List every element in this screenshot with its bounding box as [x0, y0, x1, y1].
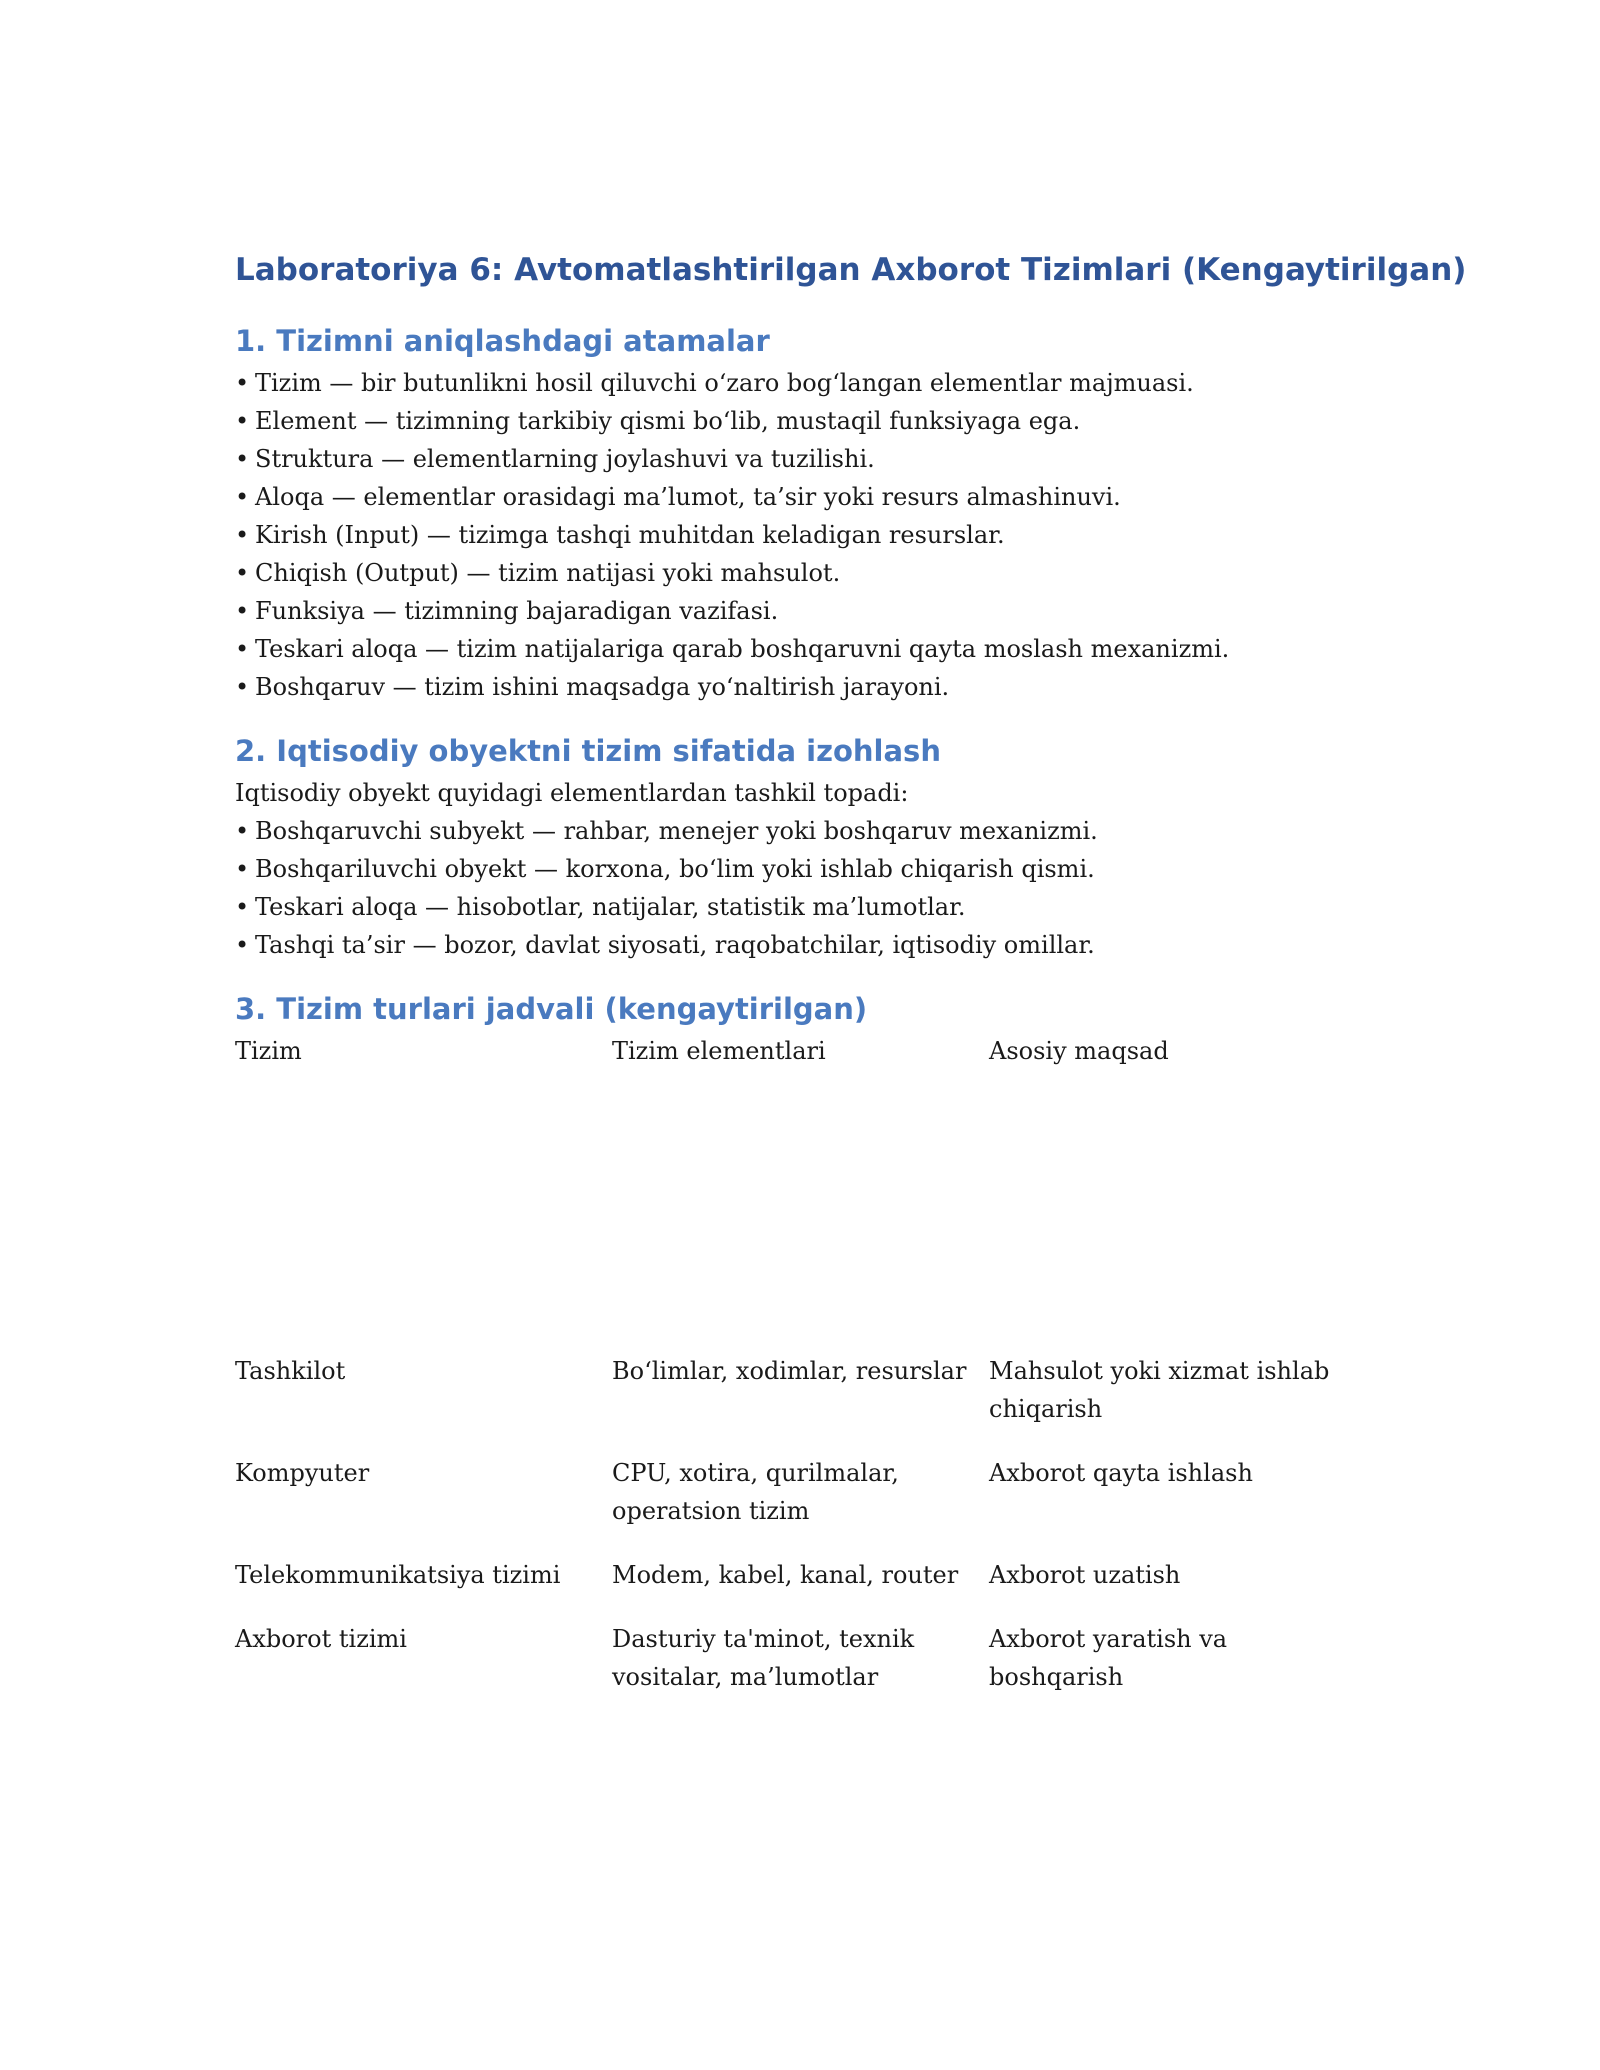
list-item: [235, 402, 1365, 440]
list-item: [235, 478, 1365, 516]
list-item-text: Chiqish (Output) — tizim natijasi yoki mahsulot.: [255, 559, 841, 587]
bullet-glyph: •: [235, 855, 250, 883]
table-row: [235, 1620, 1365, 1722]
bullet-glyph: •: [235, 407, 250, 435]
list-item-text: Boshqaruv — tizim ishini maqsadga yo‘naltirish jarayoni.: [255, 673, 950, 701]
table-cell: Axborot qayta ishlash: [989, 1459, 1253, 1487]
section-economic-object: [235, 732, 1365, 964]
bullet-glyph: •: [235, 445, 250, 473]
bullet-glyph: •: [235, 635, 250, 663]
table-cell: Tashkilot: [235, 1357, 346, 1385]
list-item-text: Teskari aloqa — hisobotlar, natijalar, statistik ma’lumotlar.: [255, 893, 966, 921]
list-item: [235, 440, 1365, 478]
bullet-glyph: •: [235, 369, 250, 397]
list-item-text: Element — tizimning tarkibiy qismi bo‘lib, mustaqil funksiyaga ega.: [255, 407, 1081, 435]
table-row: [235, 1556, 1365, 1620]
list-item: [235, 364, 1365, 402]
table-cell: Axborot uzatish: [989, 1561, 1181, 1589]
table-cell: Telekommunikatsiya tizimi: [235, 1561, 561, 1589]
bullet-glyph: •: [235, 673, 250, 701]
list-item: [235, 812, 1365, 850]
list-item: [235, 630, 1365, 668]
list-item: [235, 592, 1365, 630]
list-item-text: Funksiya — tizimning bajaradigan vazifasi.: [255, 597, 779, 625]
table-cell: Bo‘limlar, xodimlar, resurslar: [612, 1357, 967, 1385]
table-cell: Dasturiy ta'minot, texnik vositalar, ma’lumotlar: [612, 1625, 915, 1691]
bullet-glyph: •: [235, 893, 250, 921]
section-terms: [235, 322, 1365, 706]
document-title: Laboratoriya 6: Avtomatlashtirilgan Axborot Tizimlari (Kengaytirilgan): [235, 252, 1467, 288]
table-row: [235, 1454, 1365, 1556]
bullet-glyph: •: [235, 559, 250, 587]
bullet-glyph: •: [235, 817, 250, 845]
table-cell: Modem, kabel, kanal, router: [612, 1561, 959, 1589]
table-cell: Mahsulot yoki xizmat ishlab chiqarish: [989, 1357, 1330, 1423]
table-header-row: [235, 1032, 1365, 1352]
section-heading-economic-object: 2. Iqtisodiy obyektni tizim sifatida izohlash: [235, 734, 941, 768]
section-heading-system-types: 3. Tizim turlari jadvali (kengaytirilgan): [235, 992, 868, 1026]
bullet-glyph: •: [235, 483, 250, 511]
list-item-text: Kirish (Input) — tizimga tashqi muhitdan keladigan resurslar.: [255, 521, 1005, 549]
table-cell: Axborot tizimi: [235, 1625, 407, 1653]
system-types-table: [235, 1032, 1365, 1722]
bullet-glyph: •: [235, 931, 250, 959]
list-item: [235, 554, 1365, 592]
list-item: [235, 516, 1365, 554]
table-header-cell: Tizim elementlari: [612, 1037, 826, 1065]
table-header-cell: Tizim: [235, 1037, 302, 1065]
list-item-text: Aloqa — elementlar orasidagi ma’lumot, ta’sir yoki resurs almashinuvi.: [255, 483, 1121, 511]
list-item: [235, 926, 1365, 964]
list-item-text: Struktura — elementlarning joylashuvi va tuzilishi.: [255, 445, 875, 473]
table-row: [235, 1352, 1365, 1454]
table-header-cell: Asosiy maqsad: [989, 1037, 1169, 1065]
document-page: [235, 250, 1467, 1748]
section-system-types: [235, 990, 1365, 1722]
table-cell: CPU, xotira, qurilmalar, operatsion tizim: [612, 1459, 899, 1525]
list-item: [235, 850, 1365, 888]
list-item-text: Teskari aloqa — tizim natijalariga qarab boshqaruvni qayta moslash mexanizmi.: [255, 635, 1230, 663]
table-cell: Axborot yaratish va boshqarish: [989, 1625, 1228, 1691]
bullet-glyph: •: [235, 597, 250, 625]
section-heading-terms: 1. Tizimni aniqlashdagi atamalar: [235, 324, 770, 358]
list-item: [235, 888, 1365, 926]
list-item-text: Tizim — bir butunlikni hosil qiluvchi o‘zaro bog‘langan elementlar majmuasi.: [255, 369, 1194, 397]
section-intro: Iqtisodiy obyekt quyidagi elementlardan tashkil topadi:: [235, 779, 909, 807]
table-cell: Kompyuter: [235, 1459, 370, 1487]
list-item-text: Boshqariluvchi obyekt — korxona, bo‘lim yoki ishlab chiqarish qismi.: [255, 855, 1095, 883]
bullet-glyph: •: [235, 521, 250, 549]
list-item-text: Tashqi ta’sir — bozor, davlat siyosati, raqobatchilar, iqtisodiy omillar.: [255, 931, 1095, 959]
list-item: [235, 668, 1365, 706]
list-item-text: Boshqaruvchi subyekt — rahbar, menejer yoki boshqaruv mexanizmi.: [255, 817, 1098, 845]
